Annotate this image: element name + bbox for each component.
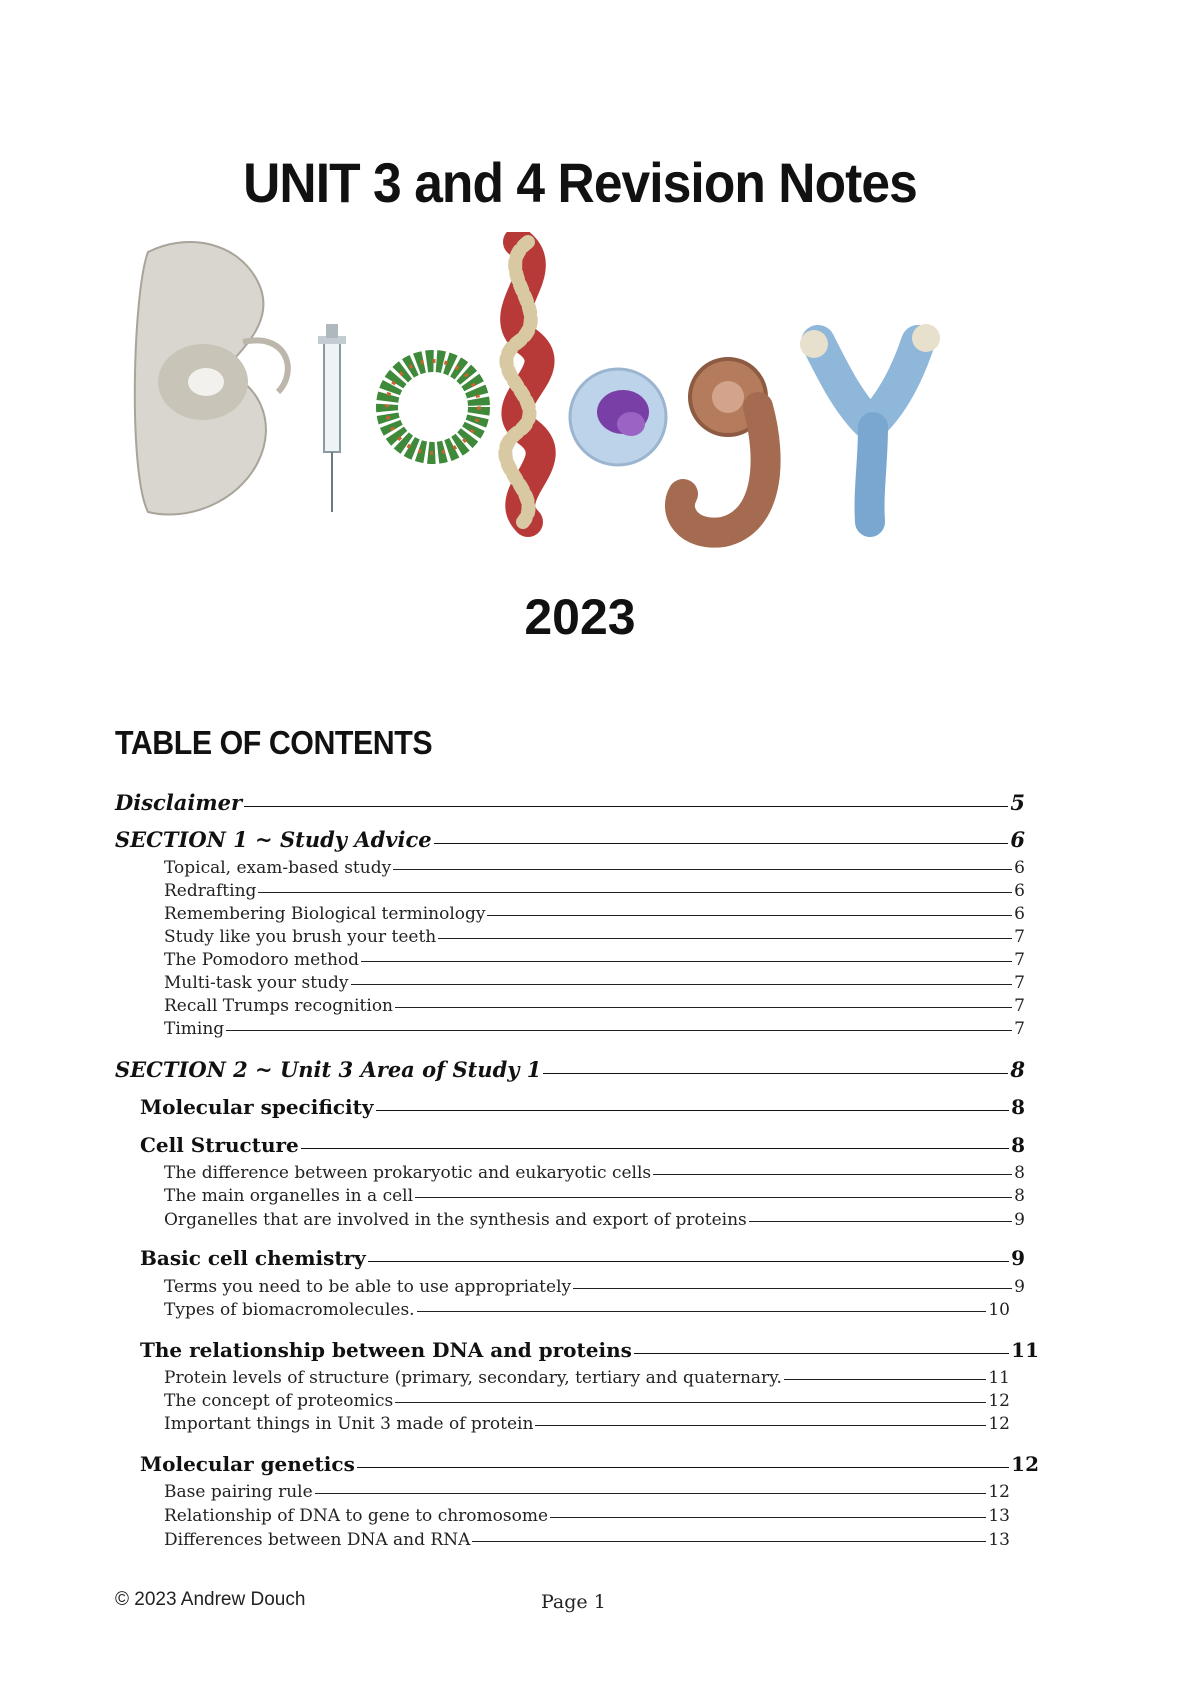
- white-blood-cell-letter-o: [570, 369, 666, 465]
- dot-leader: [573, 1288, 1012, 1289]
- dot-leader: [301, 1148, 1009, 1149]
- dot-leader: [395, 1007, 1012, 1008]
- toc-entry-page: 7: [1014, 927, 1025, 947]
- toc-entry-topic[interactable]: [140, 1133, 1025, 1157]
- toc-heading: TABLE OF CONTENTS: [115, 724, 433, 761]
- toc-entry-page: 8: [1011, 1133, 1025, 1157]
- toc-entry-section-2[interactable]: [115, 1057, 1025, 1082]
- toc-entry-page: 13: [988, 1506, 1010, 1526]
- toc-entry-label: Relationship of DNA to gene to chromosome: [164, 1506, 549, 1526]
- toc-entry-label: Molecular specificity: [140, 1095, 374, 1119]
- toc-entry-label: SECTION 1 ~ Study Advice: [115, 827, 432, 852]
- pelvis-bone-letter-b: [135, 242, 288, 515]
- toc-entry-subtopic[interactable]: [164, 950, 1025, 970]
- footer-copyright: © 2023 Andrew Douch: [115, 1589, 306, 1610]
- toc-entry-label: Multi-task your study: [164, 973, 349, 993]
- toc-entry-topic[interactable]: [140, 1452, 1039, 1476]
- toc-entry-page: 9: [1011, 1246, 1025, 1270]
- dot-leader: [395, 1402, 986, 1403]
- dot-leader: [653, 1174, 1012, 1175]
- toc-entry-page: 6: [1014, 858, 1025, 878]
- dot-leader: [438, 938, 1012, 939]
- toc-entry-disclaimer[interactable]: [115, 790, 1025, 815]
- dot-leader: [784, 1379, 986, 1380]
- toc-entry-page: 13: [988, 1530, 1010, 1550]
- toc-entry-subtopic[interactable]: [164, 927, 1025, 947]
- toc-entry-label: Important things in Unit 3 made of protein: [164, 1414, 534, 1434]
- toc-entry-page: 9: [1014, 1277, 1025, 1297]
- toc-entry-label: The Pomodoro method: [164, 950, 360, 970]
- toc-entry-subtopic[interactable]: [164, 996, 1025, 1016]
- toc-entry-label: Study like you brush your teeth: [164, 927, 437, 947]
- toc-entry-subtopic[interactable]: [164, 1391, 1010, 1411]
- dna-helix-letter-l: [505, 242, 540, 522]
- toc-entry-subtopic[interactable]: [164, 1163, 1025, 1183]
- toc-entry-section-1[interactable]: [115, 827, 1025, 852]
- dot-leader: [226, 1030, 1012, 1031]
- toc-entry-label: The difference between prokaryotic and eukaryotic cells: [164, 1163, 652, 1183]
- toc-entry-page: 12: [988, 1414, 1010, 1434]
- toc-entry-page: 12: [1011, 1452, 1039, 1476]
- toc-entry-label: The main organelles in a cell: [164, 1186, 414, 1206]
- toc-entry-label: Protein levels of structure (primary, secondary, tertiary and quaternary.: [164, 1368, 782, 1388]
- dot-leader: [351, 984, 1013, 985]
- toc-entry-topic[interactable]: [140, 1338, 1039, 1362]
- toc-entry-page: 12: [988, 1391, 1010, 1411]
- toc-entry-label: Disclaimer: [115, 790, 243, 815]
- dot-leader: [535, 1425, 986, 1426]
- toc-entry-label: The relationship between DNA and proteins: [140, 1338, 632, 1362]
- toc-entry-page: 6: [1014, 881, 1025, 901]
- toc-entry-label: The concept of proteomics: [164, 1391, 394, 1411]
- toc-entry-label: Types of biomacromolecules.: [164, 1300, 415, 1320]
- dot-leader: [543, 1073, 1008, 1074]
- toc-entry-subtopic[interactable]: [164, 1506, 1010, 1526]
- dot-leader: [244, 806, 1008, 807]
- toc-entry-topic[interactable]: [140, 1246, 1025, 1270]
- biology-word-art-image: [128, 232, 968, 562]
- toc-entry-label: Recall Trumps recognition: [164, 996, 394, 1016]
- dot-leader: [417, 1311, 987, 1312]
- toc-entry-subtopic[interactable]: [164, 1530, 1010, 1550]
- toc-entry-subtopic[interactable]: [164, 1368, 1010, 1388]
- dot-leader: [368, 1261, 1009, 1262]
- toc-entry-label: Organelles that are involved in the synthesis and export of proteins: [164, 1210, 747, 1230]
- toc-entry-page: 8: [1014, 1186, 1025, 1206]
- dot-leader: [550, 1517, 986, 1518]
- dot-leader: [749, 1221, 1012, 1222]
- toc-entry-label: Molecular genetics: [140, 1452, 355, 1476]
- toc-entry-subtopic[interactable]: [164, 1414, 1010, 1434]
- toc-entry-label: Terms you need to be able to use appropriately: [164, 1277, 572, 1297]
- dot-leader: [415, 1197, 1012, 1198]
- toc-entry-page: 11: [988, 1368, 1010, 1388]
- dot-leader: [357, 1467, 1009, 1468]
- dot-leader: [361, 961, 1012, 962]
- toc-entry-label: Base pairing rule: [164, 1482, 313, 1502]
- toc-entry-page: 7: [1014, 973, 1025, 993]
- antibody-letter-y: [800, 324, 940, 522]
- dot-leader: [472, 1541, 986, 1542]
- toc-entry-page: 6: [1010, 827, 1025, 852]
- toc-entry-label: Timing: [164, 1019, 225, 1039]
- dot-leader: [315, 1493, 987, 1494]
- toc-entry-label: Basic cell chemistry: [140, 1246, 366, 1270]
- fossil-shell-letter-g: [680, 359, 766, 533]
- toc-entry-subtopic[interactable]: [164, 881, 1025, 901]
- toc-entry-subtopic[interactable]: [164, 1277, 1025, 1297]
- toc-entry-subtopic[interactable]: [164, 858, 1025, 878]
- dot-leader: [258, 892, 1012, 893]
- toc-entry-label: Redrafting: [164, 881, 257, 901]
- toc-entry-page: 10: [988, 1300, 1010, 1320]
- toc-entry-label: Remembering Biological terminology: [164, 904, 486, 924]
- toc-entry-page: 8: [1011, 1095, 1025, 1119]
- toc-entry-page: 6: [1014, 904, 1025, 924]
- toc-entry-page: 11: [1011, 1338, 1039, 1362]
- toc-entry-subtopic[interactable]: [164, 1300, 1010, 1320]
- toc-entry-label: Cell Structure: [140, 1133, 299, 1157]
- toc-entry-subtopic[interactable]: [164, 973, 1025, 993]
- dot-leader: [393, 869, 1012, 870]
- syringe-letter-i: [318, 324, 346, 512]
- dot-leader: [487, 915, 1012, 916]
- toc-entry-label: Topical, exam-based study: [164, 858, 392, 878]
- toc-entry-page: 7: [1014, 1019, 1025, 1039]
- toc-entry-page: 8: [1014, 1163, 1025, 1183]
- toc-entry-page: 5: [1010, 790, 1025, 815]
- toc-entry-subtopic[interactable]: [164, 1482, 1010, 1502]
- toc-entry-subtopic[interactable]: [164, 904, 1025, 924]
- document-title: UNIT 3 and 4 Revision Notes: [243, 151, 917, 214]
- toc-entry-page: 8: [1010, 1057, 1025, 1082]
- toc-entry-page: 7: [1014, 996, 1025, 1016]
- toc-entry-subtopic[interactable]: [164, 1019, 1025, 1039]
- toc-entry-page: 9: [1014, 1210, 1025, 1230]
- toc-entry-label: SECTION 2 ~ Unit 3 Area of Study 1: [115, 1057, 542, 1082]
- dot-leader: [434, 843, 1009, 844]
- toc-entry-page: 7: [1014, 950, 1025, 970]
- document-year: 2023: [524, 589, 636, 645]
- toc-entry-subtopic[interactable]: [164, 1210, 1025, 1230]
- toc-entry-label: Differences between DNA and RNA: [164, 1530, 471, 1550]
- toc-entry-subtopic[interactable]: [164, 1186, 1025, 1206]
- toc-entry-page: 12: [988, 1482, 1010, 1502]
- dot-leader: [634, 1353, 1009, 1354]
- protein-ring-letter-o: [387, 361, 479, 453]
- toc-entry-topic[interactable]: [140, 1095, 1025, 1119]
- dot-leader: [376, 1110, 1010, 1111]
- footer-page-number: Page 1: [541, 1591, 606, 1613]
